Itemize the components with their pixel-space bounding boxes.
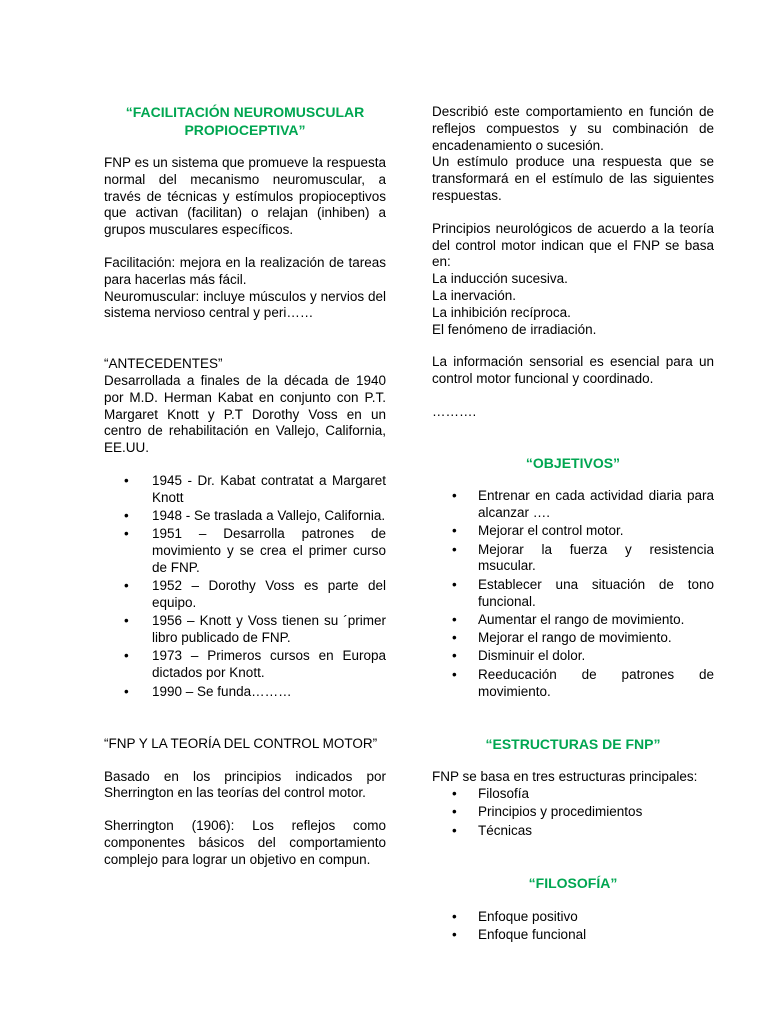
list-item: • Mejorar el rango de movimiento. (432, 630, 714, 647)
list-item: • 1956 – Knott y Voss tienen su ´primer libro publicado de FNP. (104, 613, 386, 647)
list-item: • 1945 - Dr. Kabat contratat a Margaret Knott (104, 473, 386, 507)
info-sensorial-paragraph: La información sensorial es esencial para un control motor funcional y coordinado. (432, 354, 714, 387)
estructuras-title: “ESTRUCTURAS DE FNP” (485, 735, 661, 752)
intro-paragraph: FNP es un sistema que promueve la respuesta normal del mecanismo neuromuscular, a través de técnicas y estímulos propioceptivos que activan (facilitan) o relajan (inhiben) a grupos musculares específicos. (104, 155, 386, 238)
list-item: • Principios y procedimientos (432, 804, 714, 821)
list-item: • Mejorar el control motor. (432, 523, 714, 540)
list-item: El fenómeno de irradiación. (432, 321, 597, 337)
neuromuscular-paragraph: Neuromuscular: incluye músculos y nervios del sistema nervioso central y peri…… (104, 288, 386, 321)
list-item: La inhibición recíproca. (432, 304, 571, 320)
list-item: • Reeducación de patrones de movimiento. (432, 667, 714, 701)
timeline-list (104, 473, 386, 700)
list-item: • Entrenar en cada actividad diaria para alcanzar …. (432, 488, 714, 522)
principios-list (432, 271, 714, 338)
antecedentes-paragraph: Desarrollada a finales de la década de 1940 por M.D. Herman Kabat en conjunto con P.T. Margaret Knott y P.T Dorothy Voss en un centro de rehabilitación en Vallejo, California, EE.UU. (104, 372, 386, 456)
teoria-heading: “FNP Y LA TEORÍA DEL CONTROL MOTOR” (104, 735, 378, 751)
left-column (104, 104, 386, 869)
teoria-paragraph: Basado en los principios indicados por Sherrington en las teorías del control motor. (104, 768, 386, 801)
list-item: • 1990 – Se funda……… (104, 684, 386, 701)
filosofia-title: “FILOSOFÍA” (528, 875, 618, 891)
estructuras-list (432, 786, 714, 839)
list-item: • 1951 – Desarrolla patrones de movimiento y se crea el primer curso de FNP. (104, 526, 386, 576)
list-item: • 1952 – Dorothy Voss es parte del equipo. (104, 578, 386, 612)
list-item: • Disminuir el dolor. (432, 648, 714, 665)
list-item: • 1973 – Primeros cursos en Europa dictados por Knott. (104, 648, 386, 682)
list-item: La inducción sucesiva. (432, 271, 568, 287)
list-item: • Filosofía (432, 786, 714, 803)
objetivos-list (432, 488, 714, 700)
list-item: • Aumentar el rango de movimiento. (432, 612, 714, 629)
antecedentes-heading: “ANTECEDENTES” (104, 356, 223, 372)
right-column (432, 104, 714, 945)
list-item: • Técnicas (432, 823, 714, 840)
list-item: • Establecer una situación de tono funcional. (432, 577, 714, 611)
estructuras-intro: FNP se basa en tres estructuras principales: (432, 769, 698, 785)
principios-intro: Principios neurológicos de acuerdo a la teoría del control motor indican que el FNP se basa en: (432, 220, 714, 270)
list-item: • Mejorar la fuerza y resistencia msucular. (432, 542, 714, 576)
ellipsis-text: ………. (432, 403, 477, 419)
list-item: • Enfoque positivo (432, 909, 714, 926)
list-item: • Enfoque funcional (432, 927, 714, 944)
document-title: “FACILITACIÓN NEUROMUSCULAR PROPIOCEPTIVA” (125, 104, 365, 138)
list-item: La inervación. (432, 287, 517, 303)
reflejos-paragraph: Describió este comportamiento en función de reflejos compuestos y su combinación de encadenamiento o sucesión. (432, 104, 714, 153)
objetivos-title: “OBJETIVOS” (525, 454, 621, 471)
sherrington-paragraph: Sherrington (1906): Los reflejos como componentes básicos del comportamiento complejo para lograr un objetivo en compun. (104, 818, 386, 867)
facilitacion-paragraph: Facilitación: mejora en la realización de tareas para hacerlas más fácil. (104, 254, 386, 287)
estimulo-paragraph: Un estímulo produce una respuesta que se transformará en el estímulo de las siguientes respuestas. (432, 154, 714, 203)
filosofia-list (432, 909, 714, 944)
list-item: • 1948 - Se traslada a Vallejo, California. (104, 508, 386, 525)
